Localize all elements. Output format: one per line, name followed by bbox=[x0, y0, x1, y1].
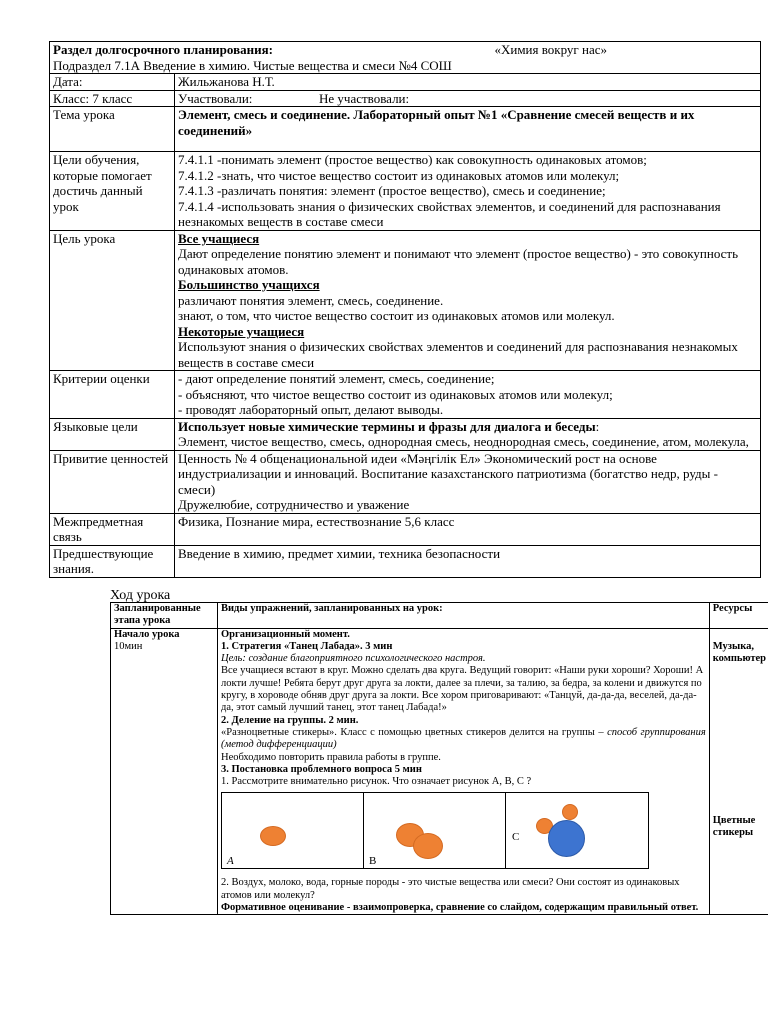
org-moment: Организационный момент. bbox=[221, 628, 350, 640]
participation-cell bbox=[175, 90, 761, 107]
col-resources-header: Ресурсы bbox=[709, 603, 768, 629]
activities-cell bbox=[218, 628, 710, 915]
resource-music: Музыка, компьютер bbox=[712, 640, 767, 664]
goals-list bbox=[175, 152, 761, 231]
figure-panel-a bbox=[222, 793, 364, 868]
language-row bbox=[50, 418, 761, 450]
orange-atom bbox=[562, 804, 578, 820]
aim-row bbox=[50, 230, 761, 371]
figure-label-a: A bbox=[227, 855, 234, 868]
values-text-1: Ценность № 4 общенациональной идеи «Мәңгілік Ел» Экономический рост на основе индустриализации и инноваций. Воспитание казахстанского патриотизма (богатство недр, руды - смеси) bbox=[178, 450, 718, 497]
participated-label: Участвовали: bbox=[178, 90, 253, 106]
goal-item: 7.4.1.1 -понимать элемент (простое вещество) как совокупность одинаковых атомов; bbox=[178, 152, 647, 167]
col-stage-header: Запланированные этапа урока bbox=[111, 603, 218, 629]
values-text-2: Дружелюбие, сотрудничество и уважение bbox=[178, 497, 410, 512]
figure-label-c: C bbox=[512, 831, 520, 844]
stage-name: Начало урока bbox=[114, 628, 180, 640]
strategy-2-note: Необходимо повторить правила работы в группе. bbox=[221, 751, 441, 763]
aim-most-text-2: знают, о том, что чистое вещество состоит из одинаковых атомов или молекул. bbox=[178, 308, 615, 323]
prior-knowledge-label: Предшествующие знания. bbox=[50, 545, 175, 577]
resources-cell bbox=[709, 628, 768, 915]
topic-text: Элемент, смесь и соединение. Лабораторный опыт №1 «Сравнение смесей веществ и их соединений» bbox=[175, 107, 761, 152]
prior-knowledge-row bbox=[50, 545, 761, 577]
orange-atom bbox=[413, 833, 443, 859]
goal-item: 7.4.1.4 -использовать знания о физических свойствах элементов, и соединений для распознавания незнакомых веществ в составе смеси bbox=[178, 198, 721, 229]
date-row bbox=[50, 74, 761, 91]
goals-label: Цели обучения, которые помогает достичь данный урок bbox=[50, 152, 175, 231]
aim-all-heading: Все учащиеся bbox=[178, 230, 260, 246]
resource-stickers: Цветные стикеры bbox=[712, 815, 756, 839]
interdisciplinary-label: Межпредметная связь bbox=[50, 513, 175, 545]
topic-label: Тема урока bbox=[50, 107, 175, 152]
goal-item: 7.4.1.2 -знать, что чистое вещество состоит из одинаковых атомов или молекул; bbox=[178, 167, 620, 183]
teacher-name: Жильжанова Н.Т. bbox=[175, 74, 761, 91]
date-label: Дата: bbox=[50, 74, 175, 91]
question-1: 1. Рассмотрите внимательно рисунок. Что означает рисунок А, В, С ? bbox=[221, 776, 532, 788]
strategy-2-method: способ группирования (метод дифференциации) bbox=[221, 726, 706, 751]
strategy-1-goal: Цель: создание благоприятного психологического настроя. bbox=[221, 653, 486, 665]
aim-most-text-1: различают понятия элемент, смесь, соединение. bbox=[178, 292, 444, 308]
stage-time: 10мин bbox=[114, 640, 143, 652]
not-participated-label: Не участвовали: bbox=[319, 90, 410, 106]
course-body-row bbox=[111, 628, 768, 915]
prior-knowledge-text: Введение в химию, предмет химии, техника безопасности bbox=[175, 545, 761, 577]
aim-cell bbox=[175, 230, 761, 371]
language-label: Языковые цели bbox=[50, 418, 175, 450]
aim-some-heading: Некоторые учащиеся bbox=[178, 323, 305, 339]
section-label: Раздел долгосрочного планирования: bbox=[53, 42, 273, 57]
language-text: Элемент, чистое вещество, смесь, однородная смесь, неоднородная смесь, соединение, атом, молекула, bbox=[178, 434, 749, 449]
values-cell bbox=[175, 450, 761, 513]
lesson-plan-table bbox=[49, 41, 761, 578]
strategy-3-title: 3. Постановка проблемного вопроса 5 мин bbox=[221, 763, 422, 775]
aim-some-text: Используют знания о физических свойствах элементов и соединений для распознавания незнакомых веществ в составе смеси bbox=[178, 339, 738, 370]
figure-label-b: B bbox=[369, 855, 377, 868]
aim-all-text: Дают определение понятию элемент и понимают что элемент (простое вещество) - это совокупность одинаковых атомов. bbox=[178, 246, 739, 277]
stage-cell bbox=[111, 628, 218, 915]
interdisciplinary-text: Физика, Познание мира, естествознание 5,6 класс bbox=[175, 513, 761, 545]
strategy-1-text: Все учащиеся встают в круг. Можно сделать два круга. Ведущий говорит: «Наши руки хороши? Хороши! А локти лучше! Ребята берут друг друга за локти, далее за плечи, за талию, за бедра, за колени и движутся по кругу, в хороводе обняв друг друга за локти. Все хором приговаривают: «Танцуй, да-да-да, веселей, да-да-да, этот самый лучший танец, этот танец Лабада!» bbox=[221, 665, 704, 714]
criteria-item: - дают определение понятий элемент, смесь, соединение; bbox=[178, 371, 495, 386]
goals-row bbox=[50, 152, 761, 231]
figure-panel-c bbox=[506, 793, 648, 868]
orange-atom bbox=[260, 826, 286, 846]
criteria-item: - проводят лабораторный опыт, делают выводы. bbox=[178, 402, 444, 417]
language-heading: Использует новые химические термины и фразы для диалога и беседы bbox=[178, 418, 596, 434]
class-row bbox=[50, 90, 761, 107]
figure-panel-b bbox=[364, 793, 506, 868]
criteria-row bbox=[50, 371, 761, 419]
aim-most-heading: Большинство учащихся bbox=[178, 277, 320, 292]
class-label: Класс: 7 класс bbox=[50, 90, 175, 107]
strategy-2-title: 2. Деление на группы. 2 мин. bbox=[221, 714, 359, 726]
subsection: Подраздел 7.1А Введение в химию. Чистые вещества и смеси №4 СОШ bbox=[53, 57, 452, 73]
header-row bbox=[50, 42, 761, 74]
header-cell bbox=[50, 42, 761, 74]
aim-label: Цель урока bbox=[50, 230, 175, 371]
col-activities-header: Виды упражнений, запланированных на урок: bbox=[218, 603, 710, 629]
criteria-item: - объясняют, что чистое вещество состоит из одинаковых атомов или молекул; bbox=[178, 386, 613, 402]
language-cell: Использует новые химические термины и фразы для диалога и беседы: Элемент, чистое вещество, смесь, однородная смесь, неоднородная смесь, соединение, атом, молекула, bbox=[175, 418, 761, 450]
course-title: Ход урока bbox=[110, 588, 171, 603]
section-value: «Химия вокруг нас» bbox=[494, 42, 607, 57]
course-header-row bbox=[111, 603, 768, 629]
values-row bbox=[50, 450, 761, 513]
values-label: Привитие ценностей bbox=[50, 450, 175, 513]
strategy-2-text: «Разноцветные стикеры». Класс с помощью цветных стикеров делится на группы – bbox=[221, 726, 608, 738]
interdisciplinary-row bbox=[50, 513, 761, 545]
question-2: 2. Воздух, молоко, вода, горные породы - это чистые вещества или смеси? Они состоят из одинаковых атомов или молекул? bbox=[221, 877, 680, 901]
strategy-1-title: 1. Стратегия «Танец Лабада». 3 мин bbox=[221, 640, 393, 652]
course-table bbox=[110, 602, 768, 915]
goal-item: 7.4.1.3 -различать понятия: элемент (простое вещество), смесь и соединение; bbox=[178, 183, 606, 198]
formative-assessment: Формативное оценивание - взаимопроверка, сравнение со слайдом, содержащим правильный ответ. bbox=[221, 902, 699, 914]
topic-row bbox=[50, 107, 761, 152]
blue-atom bbox=[548, 820, 585, 857]
criteria-list bbox=[175, 371, 761, 419]
criteria-label: Критерии оценки bbox=[50, 371, 175, 419]
atoms-figure bbox=[221, 792, 649, 869]
